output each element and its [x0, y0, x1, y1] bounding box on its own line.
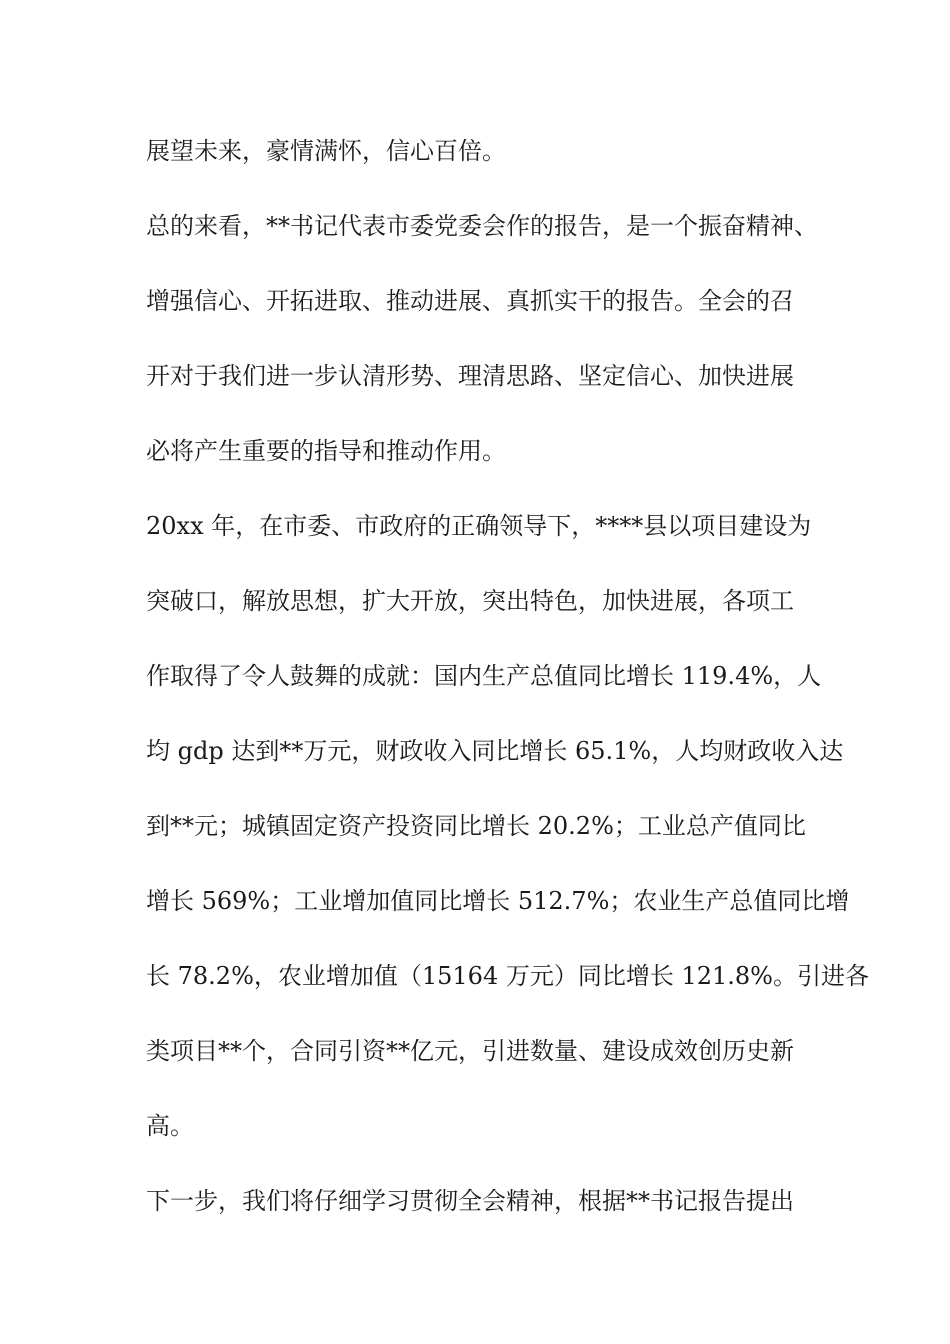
- paragraph-line: 增长 569%；工业增加值同比增长 512.7%；农业生产总值同比增: [146, 887, 850, 915]
- paragraph-line: 到**元；城镇固定资产投资同比增长 20.2%；工业总产值同比: [146, 812, 806, 840]
- paragraph-line: 总的来看，**书记代表市委党委会作的报告，是一个振奋精神、: [146, 212, 818, 240]
- paragraph-line: 长 78.2%，农业增加值（15164 万元）同比增长 121.8%。引进各: [146, 962, 869, 990]
- paragraph-line: 类项目**个，合同引资**亿元，引进数量、建设成效创历史新: [146, 1037, 794, 1065]
- paragraph-line: 20xx 年，在市委、市政府的正确领导下，****县以项目建设为: [146, 512, 812, 540]
- paragraph-line: 必将产生重要的指导和推动作用。: [146, 437, 506, 465]
- paragraph-line: 均 gdp 达到**万元，财政收入同比增长 65.1%，人均财政收入达: [146, 737, 844, 765]
- paragraph-line: 展望未来，豪情满怀，信心百倍。: [146, 137, 506, 165]
- paragraph-line: 突破口，解放思想，扩大开放，突出特色，加快进展，各项工: [146, 587, 794, 615]
- paragraph-line: 高。: [146, 1112, 194, 1140]
- paragraph-line: 作取得了令人鼓舞的成就：国内生产总值同比增长 119.4%，人: [146, 662, 822, 690]
- paragraph-line: 下一步，我们将仔细学习贯彻全会精神，根据**书记报告提出: [146, 1187, 794, 1215]
- paragraph-line: 开对于我们进一步认清形势、理清思路、坚定信心、加快进展: [146, 362, 794, 390]
- paragraph-line: 增强信心、开拓进取、推动进展、真抓实干的报告。全会的召: [146, 287, 794, 315]
